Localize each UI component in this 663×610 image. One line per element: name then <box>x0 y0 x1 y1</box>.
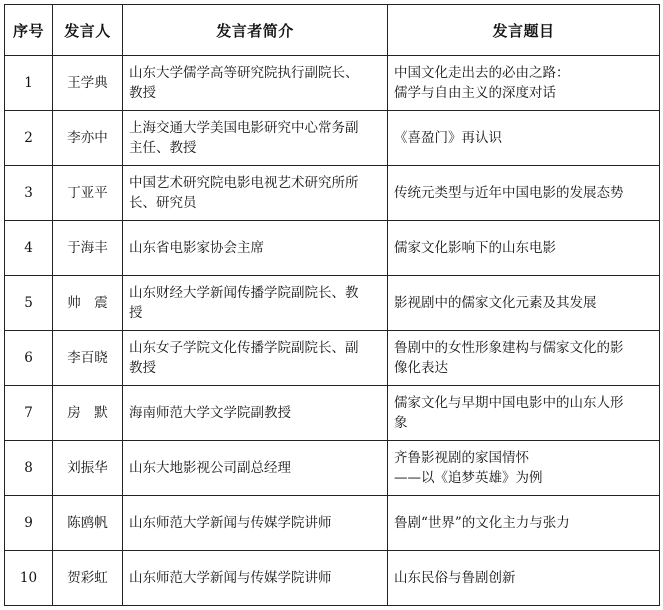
row-intro <box>123 496 388 551</box>
table-body <box>5 56 660 606</box>
table-row <box>5 441 660 496</box>
intro-line: 山东大学儒学高等研究院执行副院长、 <box>129 65 359 81</box>
row-num: 9 <box>5 496 53 551</box>
row-intro <box>123 56 388 111</box>
row-speaker: 于海丰 <box>53 221 123 276</box>
topic-line: ——以《追梦英雄》为例 <box>394 470 543 486</box>
topic-line: 鲁剧中的女性形象建构与儒家文化的影 <box>394 340 624 356</box>
table-row <box>5 56 660 111</box>
row-intro <box>123 166 388 221</box>
row-intro <box>123 386 388 441</box>
topic-line: 像化表达 <box>394 360 448 376</box>
table-row <box>5 276 660 331</box>
header-topic: 发言题目 <box>388 5 660 56</box>
row-topic <box>388 496 660 551</box>
intro-line: 山东师范大学新闻与传媒学院讲师 <box>129 515 332 531</box>
row-intro <box>123 276 388 331</box>
intro-line: 山东师范大学新闻与传媒学院讲师 <box>129 570 332 586</box>
row-topic <box>388 331 660 386</box>
row-intro <box>123 111 388 166</box>
topic-line: 传统元类型与近年中国电影的发展态势 <box>394 185 624 201</box>
topic-line: 齐鲁影视剧的家国情怀 <box>394 450 529 466</box>
row-topic <box>388 276 660 331</box>
topic-line: 《喜盈门》再认识 <box>394 130 502 146</box>
intro-line: 主任、教授 <box>129 140 197 156</box>
topic-line: 中国文化走出去的必由之路： <box>394 65 570 81</box>
row-speaker: 丁亚平 <box>53 166 123 221</box>
table-row <box>5 386 660 441</box>
row-intro <box>123 441 388 496</box>
intro-line: 山东大地影视公司副总经理 <box>129 460 291 476</box>
intro-line: 中国艺术研究院电影电视艺术研究所所 <box>129 175 359 191</box>
row-topic <box>388 221 660 276</box>
table-row <box>5 166 660 221</box>
intro-line: 山东女子学院文化传播学院副院长、副 <box>129 340 359 356</box>
row-topic <box>388 441 660 496</box>
row-num: 2 <box>5 111 53 166</box>
row-intro <box>123 331 388 386</box>
row-speaker: 房 默 <box>53 386 123 441</box>
header-row <box>5 5 660 56</box>
row-speaker: 陈鸥帆 <box>53 496 123 551</box>
row-num: 1 <box>5 56 53 111</box>
row-speaker: 贺彩虹 <box>53 551 123 606</box>
intro-line: 教授 <box>129 85 156 101</box>
row-topic <box>388 111 660 166</box>
header-speaker: 发言人 <box>53 5 123 56</box>
topic-line: 儒家文化与早期中国电影中的山东人形 <box>394 395 624 411</box>
intro-line: 海南师范大学文学院副教授 <box>129 405 291 421</box>
row-topic <box>388 56 660 111</box>
row-topic <box>388 166 660 221</box>
row-speaker: 李百晓 <box>53 331 123 386</box>
row-num: 8 <box>5 441 53 496</box>
table-row <box>5 111 660 166</box>
row-num: 4 <box>5 221 53 276</box>
row-topic <box>388 386 660 441</box>
row-num: 10 <box>5 551 53 606</box>
row-speaker: 王学典 <box>53 56 123 111</box>
row-topic <box>388 551 660 606</box>
table-row <box>5 331 660 386</box>
table-row <box>5 221 660 276</box>
speaker-table <box>4 4 660 606</box>
header-num: 序号 <box>5 5 53 56</box>
topic-line: 鲁剧“世界”的文化主力与张力 <box>394 515 570 531</box>
row-speaker: 李亦中 <box>53 111 123 166</box>
topic-line: 山东民俗与鲁剧创新 <box>394 570 516 586</box>
intro-line: 教授 <box>129 360 156 376</box>
topic-line: 儒家文化影响下的山东电影 <box>394 240 556 256</box>
topic-line: 象 <box>394 415 408 431</box>
row-intro <box>123 221 388 276</box>
intro-line: 长、研究员 <box>129 195 197 211</box>
table-row <box>5 496 660 551</box>
row-num: 6 <box>5 331 53 386</box>
table-header <box>5 5 660 56</box>
table-row <box>5 551 660 606</box>
row-num: 7 <box>5 386 53 441</box>
row-num: 3 <box>5 166 53 221</box>
intro-line: 山东省电影家协会主席 <box>129 240 264 256</box>
row-speaker: 帅 震 <box>53 276 123 331</box>
intro-line: 上海交通大学美国电影研究中心常务副 <box>129 120 359 136</box>
topic-line: 儒学与自由主义的深度对话 <box>394 85 556 101</box>
topic-line: 影视剧中的儒家文化元素及其发展 <box>394 295 597 311</box>
row-intro <box>123 551 388 606</box>
header-intro: 发言者简介 <box>123 5 388 56</box>
intro-line: 授 <box>129 305 143 321</box>
row-speaker: 刘振华 <box>53 441 123 496</box>
intro-line: 山东财经大学新闻传播学院副院长、教 <box>129 285 359 301</box>
row-num: 5 <box>5 276 53 331</box>
